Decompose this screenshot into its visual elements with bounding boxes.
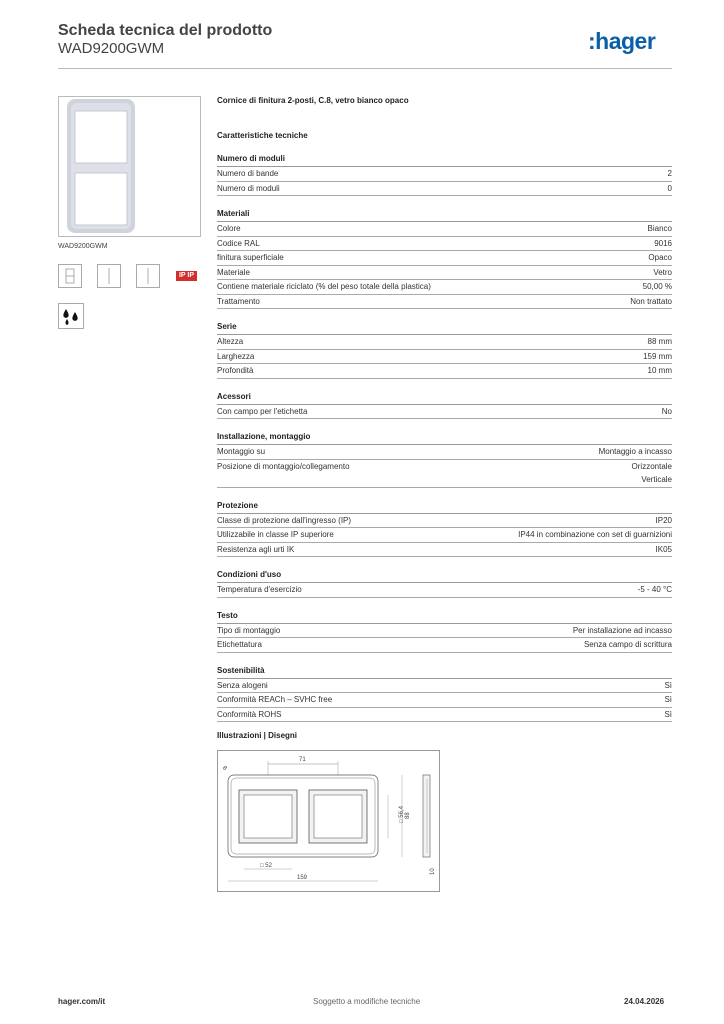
spec-section <box>217 430 672 488</box>
dim-inner-height: □ 56,4 <box>399 806 405 823</box>
spec-value: Montaggio a incasso <box>598 447 672 456</box>
spec-label: Materiale <box>217 267 250 277</box>
spec-value: Sì <box>664 680 672 690</box>
spec-section <box>217 152 672 196</box>
spec-value: IP20 <box>655 515 672 525</box>
spec-row <box>217 167 672 182</box>
spec-label: Numero di bande <box>217 169 279 178</box>
spec-label: Contiene materiale riciclato (% del peso totale della plastica) <box>217 282 431 291</box>
spec-section <box>217 499 672 558</box>
dim-corner: 8 <box>220 765 228 772</box>
spec-label: Temperatura d'esercizio <box>217 585 302 594</box>
spec-label: Posizione di montaggio/collegamento <box>217 461 350 471</box>
ip-rating-icon[interactable]: IP IP <box>176 271 197 281</box>
spec-row <box>217 624 672 639</box>
product-name: Cornice di finitura 2-posti, C.8, vetro bianco opaco <box>217 96 409 105</box>
water-drops-icon[interactable] <box>58 303 84 329</box>
spec-label: Etichettatura <box>217 640 262 649</box>
dim-width: 159 <box>297 875 308 881</box>
section-title: Numero di moduli <box>217 152 672 167</box>
spec-value: Sì <box>664 695 672 704</box>
spec-label: Numero di moduli <box>217 183 280 193</box>
spec-label: Classe di protezione dall'ingresso (IP) <box>217 515 352 525</box>
section-title: Materiali <box>217 207 672 222</box>
product-thumbnail[interactable] <box>58 96 201 237</box>
spec-value <box>632 460 672 487</box>
spec-label: finitura superficiale <box>217 253 284 262</box>
hager-logo: :hager <box>588 28 656 54</box>
thumbnail-caption: WAD9200GWM <box>58 243 108 250</box>
spec-row <box>217 222 672 237</box>
dim-height: 88 <box>405 812 411 819</box>
spec-section <box>217 320 672 379</box>
product-code: WAD9200GWM <box>58 40 165 57</box>
spec-row <box>217 514 672 529</box>
spec-row <box>217 251 672 266</box>
spec-value: IP44 in combinazione con set di guarnizioni <box>518 530 672 539</box>
spec-section <box>217 568 672 598</box>
spec-label: Montaggio su <box>217 447 266 456</box>
spec-value: 9016 <box>654 238 672 248</box>
section-title: Sostenibilità <box>217 664 672 679</box>
spec-label: Conformità REACh – SVHC free <box>217 695 333 704</box>
spec-row <box>217 280 672 295</box>
spec-label: Tipo di montaggio <box>217 625 281 635</box>
spec-value: Non trattato <box>630 296 672 306</box>
spec-label: Con campo per l'etichetta <box>217 406 308 416</box>
spec-row <box>217 266 672 281</box>
frame-view-icon[interactable] <box>58 264 82 288</box>
header-divider <box>58 68 672 69</box>
dim-top: 71 <box>299 757 306 763</box>
spec-value: 159 mm <box>643 351 672 361</box>
spec-value: 0 <box>667 183 672 193</box>
footer-website-link[interactable]: hager.com/it <box>58 997 106 1006</box>
spec-label: Codice RAL <box>217 238 260 248</box>
spec-row <box>217 237 672 252</box>
section-title: Acessori <box>217 390 672 405</box>
technical-drawing <box>217 750 440 892</box>
footer-date: 24.04.2026 <box>624 997 665 1006</box>
spec-value: Vetro <box>653 267 672 277</box>
dim-inner-width: □ 52 <box>260 863 272 869</box>
spec-row <box>217 638 672 653</box>
spec-value: IK05 <box>655 544 672 554</box>
spec-value: 2 <box>667 169 672 178</box>
dim-depth: 10 <box>430 868 436 875</box>
section-title: Testo <box>217 609 672 624</box>
frame-image <box>59 97 200 236</box>
spec-value: Per installazione ad incasso <box>572 625 672 635</box>
side-view-icon[interactable] <box>97 264 121 288</box>
spec-value-line: Orizzontale <box>631 461 672 471</box>
spec-row <box>217 543 672 558</box>
profile-view-icon[interactable] <box>136 264 160 288</box>
illustrations-title: Illustrazioni | Disegni <box>217 731 298 740</box>
spec-row <box>217 528 672 543</box>
spec-label: Senza alogeni <box>217 680 268 690</box>
spec-value: Senza campo di scrittura <box>583 640 672 649</box>
spec-label: Utilizzabile in classe IP superiore <box>217 530 334 539</box>
spec-content <box>217 95 672 722</box>
spec-label: Larghezza <box>217 351 255 361</box>
spec-row <box>217 460 672 488</box>
spec-section <box>217 664 672 723</box>
spec-value: 88 mm <box>647 337 672 346</box>
spec-value: Bianco <box>647 224 672 233</box>
section-title: Serie <box>217 320 672 335</box>
spec-label: Colore <box>217 224 241 233</box>
section-title: Condizioni d'uso <box>217 568 672 583</box>
page-title: Scheda tecnica del prodotto <box>58 22 273 39</box>
spec-value: 50,00 % <box>642 282 672 291</box>
spec-value: 10 mm <box>647 366 672 375</box>
spec-section <box>217 390 672 420</box>
spec-value: No <box>661 406 672 416</box>
spec-row <box>217 445 672 460</box>
section-title: Protezione <box>217 499 672 514</box>
spec-row <box>217 583 672 598</box>
spec-row <box>217 364 672 379</box>
spec-section <box>217 609 672 653</box>
spec-label: Trattamento <box>217 296 260 306</box>
section-title: Installazione, montaggio <box>217 430 672 445</box>
spec-value: -5 - 40 °C <box>637 585 672 594</box>
footer-notice: Soggetto a modifiche tecniche <box>313 997 421 1006</box>
spec-row <box>217 693 672 708</box>
characteristics-title: Caratteristiche tecniche <box>217 131 308 140</box>
spec-value: Sì <box>664 709 672 719</box>
spec-row <box>217 679 672 694</box>
spec-label: Altezza <box>217 337 244 346</box>
spec-row <box>217 405 672 420</box>
spec-value-line: Verticale <box>641 475 672 484</box>
dimension-drawing <box>218 751 439 891</box>
spec-row <box>217 350 672 365</box>
spec-row <box>217 335 672 350</box>
spec-row <box>217 295 672 310</box>
spec-row <box>217 182 672 197</box>
spec-label: Resistenza agli urti IK <box>217 544 295 554</box>
spec-value: Opaco <box>648 253 672 262</box>
spec-label: Profondità <box>217 366 254 375</box>
spec-label: Conformità ROHS <box>217 709 282 719</box>
spec-row <box>217 708 672 723</box>
spec-section <box>217 207 672 309</box>
